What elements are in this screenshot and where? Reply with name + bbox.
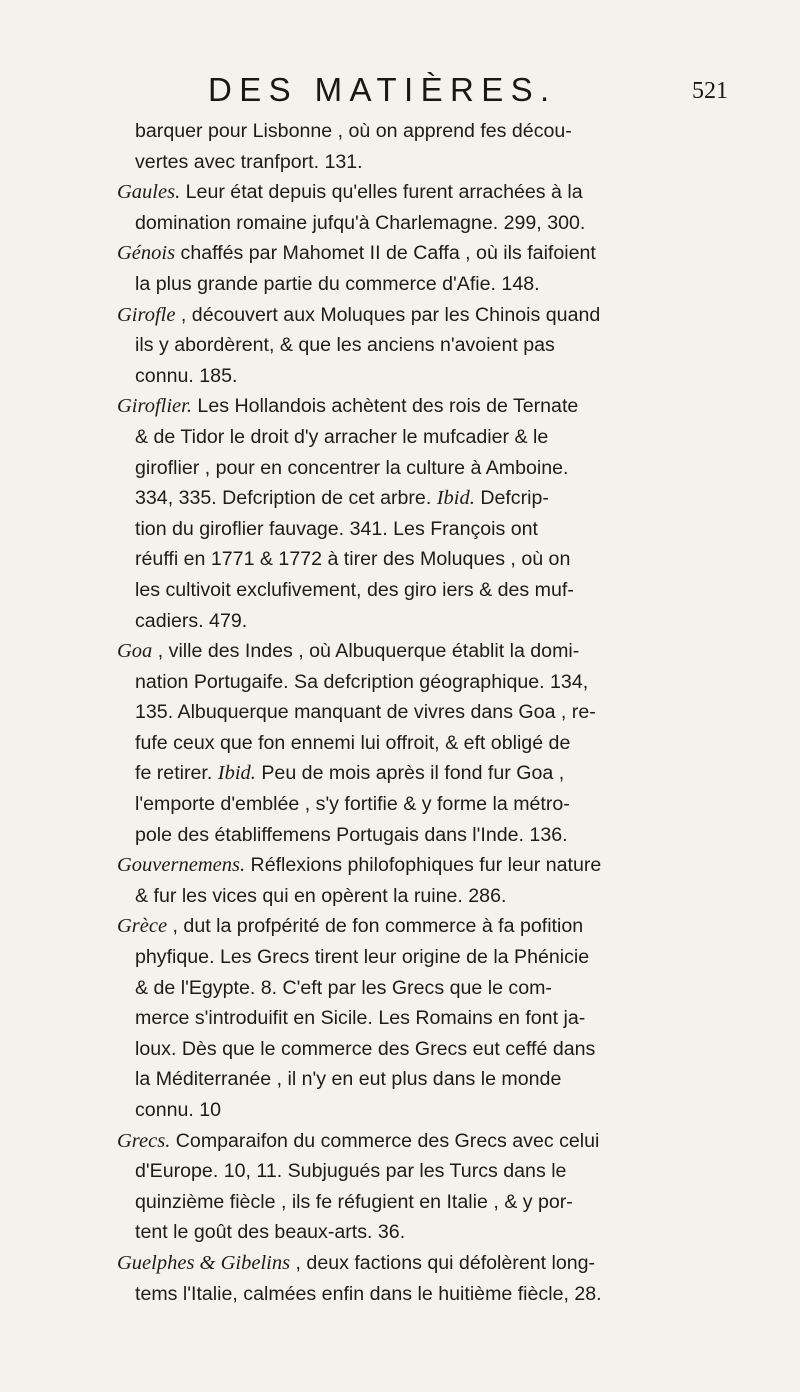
index-continuation-line <box>117 820 733 851</box>
index-continuation-line <box>117 1217 733 1248</box>
entry-heading: Grèce <box>117 915 168 938</box>
entry-text: 135. Albuquerque manquant de vivres dans Goa , re- <box>135 701 596 724</box>
entry-text: les cultivoit exclufivement, des giro iers & des muf- <box>135 578 574 601</box>
index-continuation-line <box>117 575 733 606</box>
entry-text: & fur les vices qui en opèrent la ruine. 286. <box>135 884 507 907</box>
index-continuation-line <box>117 606 733 637</box>
entry-text: l'emporte d'emblée , s'y fortifie & y forme la métro- <box>135 793 570 816</box>
entry-heading: Gouvernemens. <box>117 854 246 877</box>
index-entry-line <box>117 1248 733 1279</box>
entry-heading: Génois <box>117 242 176 265</box>
entry-text: Réflexions philofophiques fur leur nature <box>245 854 602 877</box>
index-continuation-line <box>117 942 733 973</box>
index-continuation-line <box>117 789 733 820</box>
index-continuation-line <box>117 483 733 514</box>
entry-text: d'Europe. 10, 11. Subjugués par les Turcs dans le <box>135 1160 567 1183</box>
entry-text: & de l'Egypte. 8. C'eft par les Grecs que le com- <box>135 976 552 999</box>
entry-text: nation Portugaife. Sa defcription géographique. 134, <box>135 670 589 693</box>
entry-text: la plus grande partie du commerce d'Afie. 148. <box>135 272 540 295</box>
entry-text: Peu de mois après il fond fur Goa , <box>255 762 565 785</box>
entry-text: Leur état depuis qu'elles furent arrachées à la <box>180 181 583 204</box>
page-header <box>208 70 728 114</box>
page-number: 521 <box>692 78 728 104</box>
entry-text: domination romaine jufqu'à Charlemagne. 299, 300. <box>135 211 586 234</box>
index-continuation-line <box>117 973 733 1004</box>
entry-text: loux. Dès que le commerce des Grecs eut ceffé dans <box>135 1037 596 1060</box>
index-entry-line <box>117 1126 733 1157</box>
entry-text: ils y abordèrent, & que les anciens n'avoient pas <box>135 334 555 357</box>
index-continuation-line <box>117 758 733 789</box>
index-continuation-line <box>117 1034 733 1065</box>
index-entry-line <box>117 391 733 422</box>
entry-heading: Gaules. <box>117 181 181 204</box>
entry-text: tion du giroflier fauvage. 341. Les François ont <box>135 517 539 540</box>
entry-text: quinzième fiècle , ils fe réfugient en Italie , & y por- <box>135 1190 573 1213</box>
entry-text: cadiers. 479. <box>135 609 248 632</box>
index-continuation-line <box>117 1187 733 1218</box>
entry-text: 334, 335. Defcription de cet arbre. <box>135 487 437 510</box>
index-entry-line <box>117 300 733 331</box>
entry-text: connu. 10 <box>135 1099 222 1121</box>
entry-heading: Girofle <box>117 303 176 326</box>
index-entry-line <box>117 238 733 269</box>
entry-heading: Goa <box>117 640 153 663</box>
entry-text: chaffés par Mahomet II de Caffa , où ils faifoient <box>175 242 596 265</box>
index-continuation-line <box>117 881 733 912</box>
index-continuation-line <box>117 728 733 759</box>
entry-text: vertes avec tranfport. 131. <box>135 150 363 173</box>
index-entry-line <box>117 850 733 881</box>
entry-text: , dut la profpérité de fon commerce à fa pofition <box>167 915 584 938</box>
entry-text: fufe ceux que fon ennemi lui offroit, & eft obligé de <box>135 731 571 754</box>
index-continuation-line <box>117 453 733 484</box>
index-entry-line <box>117 636 733 667</box>
index-continuation-line <box>117 208 733 239</box>
entry-text: Comparaifon du commerce des Grecs avec celui <box>170 1129 600 1152</box>
entry-text: réuffi en 1771 & 1772 à tirer des Moluques , où on <box>135 548 571 571</box>
index-continuation-line <box>117 116 733 147</box>
index-continuation-line <box>117 422 733 453</box>
entry-text: phyfique. Les Grecs tirent leur origine de la Phénicie <box>135 946 590 969</box>
entry-text: tent le goût des beaux-arts. 36. <box>135 1221 406 1244</box>
ibid-reference: Ibid. <box>436 487 475 510</box>
entry-text: Les Hollandois achètent des rois de Ternate <box>191 395 579 418</box>
entry-text: tems l'Italie, calmées enfin dans le huitième fiècle, 28. <box>135 1282 602 1305</box>
index-continuation-line <box>117 1064 733 1095</box>
index-continuation-line <box>117 667 733 698</box>
entry-heading: Giroflier. <box>117 395 192 418</box>
entry-text: giroflier , pour en concentrer la culture à Amboine. <box>135 456 569 479</box>
entry-text: & de Tidor le droit d'y arracher le mufcadier & le <box>135 425 549 448</box>
index-text-block <box>117 116 733 1309</box>
index-continuation-line <box>117 330 733 361</box>
entry-text: barquer pour Lisbonne , où on apprend fes décou- <box>135 120 572 142</box>
index-entry-line <box>117 177 733 208</box>
index-continuation-line <box>117 544 733 575</box>
index-entry-line <box>117 911 733 942</box>
index-continuation-line <box>117 361 733 392</box>
index-continuation-line <box>117 147 733 178</box>
running-head: DES MATIÈRES. <box>208 71 557 108</box>
entry-text: la Méditerranée , il n'y en eut plus dans le monde <box>135 1068 562 1091</box>
index-continuation-line <box>117 1003 733 1034</box>
entry-heading: Grecs. <box>117 1129 171 1152</box>
index-continuation-line <box>117 1095 733 1126</box>
index-continuation-line <box>117 697 733 728</box>
entry-heading: Guelphes & Gibelins <box>117 1251 291 1274</box>
entry-text: , découvert aux Moluques par les Chinois quand <box>175 303 601 326</box>
index-continuation-line <box>117 269 733 300</box>
entry-text: connu. 185. <box>135 364 238 387</box>
ibid-reference: Ibid. <box>217 762 256 785</box>
entry-text: pole des établiffemens Portugais dans l'Inde. 136. <box>135 823 568 846</box>
index-continuation-line <box>117 1279 733 1310</box>
index-continuation-line <box>117 514 733 545</box>
entry-text: merce s'introduifit en Sicile. Les Romains en font ja- <box>135 1007 586 1030</box>
entry-text: , deux factions qui défolèrent long- <box>290 1251 596 1274</box>
entry-text: , ville des Indes , où Albuquerque établit la domi- <box>152 640 580 663</box>
entry-text: fe retirer. <box>135 762 218 785</box>
entry-text: Defcrip- <box>474 487 549 510</box>
index-continuation-line <box>117 1156 733 1187</box>
